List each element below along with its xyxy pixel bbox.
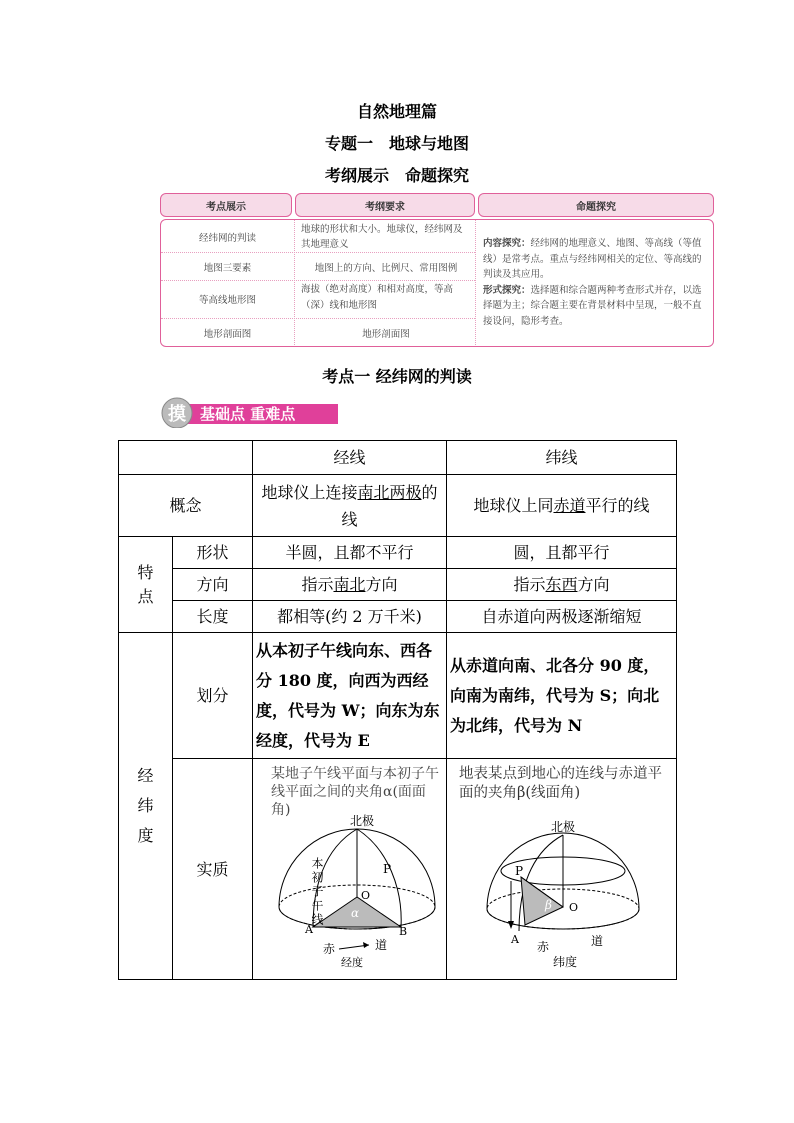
header-meridian: 经线: [253, 441, 447, 475]
title-natural-geography: 自然地理篇: [356, 102, 437, 121]
overview-req-1: 地球的形状和大小。地球仪，经纬网及其地理意义: [301, 224, 463, 250]
overview-topic-4: 地形剖面图: [203, 329, 252, 340]
fig2-equator-chi: 赤: [537, 940, 550, 954]
section-title: 考点一 经纬网的判读: [322, 367, 472, 386]
fig1-O: O: [361, 889, 371, 902]
length-parallel: 自赤道向两极逐渐缩短: [447, 601, 677, 633]
essence-parallel: [447, 759, 677, 980]
essence-meridian-text: 某地子午线平面与本初子午线平面之间的夹角α(面面角): [271, 766, 439, 818]
fig2-A: A: [511, 933, 519, 946]
concept-meridian: 地球仪上连接南北两极的线: [253, 475, 447, 537]
overview-topic-2: 地图三要素: [203, 263, 252, 274]
shape-label: 形状: [173, 537, 253, 569]
length-meridian: 都相等(约 2 万千米): [253, 601, 447, 633]
overview-topic-1: 经纬网的判读: [198, 233, 256, 244]
length-label: 长度: [173, 601, 253, 633]
header-parallel: 纬线: [447, 441, 677, 475]
form-label: 形式探究：: [483, 284, 531, 296]
figure-longitude: [253, 759, 447, 971]
fig2-P: P: [515, 864, 524, 878]
fig2-O: O: [569, 901, 579, 914]
fig1-A: A: [305, 923, 313, 936]
figure-latitude: [447, 759, 677, 971]
overview-req-3: 海拔（绝对高度）和相对高度，等高（深）线和地形图: [301, 284, 454, 311]
fig1-P: P: [383, 862, 392, 876]
overview-header-requirement: 考纲要求: [295, 193, 475, 217]
badge: [160, 396, 338, 428]
fig1-longitude: 经度: [341, 956, 363, 969]
fig2-beta: β: [545, 898, 552, 912]
fig2-latitude: 纬度: [553, 955, 578, 969]
direction-parallel: 指示东西方向: [447, 569, 677, 601]
overview-table: [160, 193, 714, 347]
form-text: 选择题和综合题两种考查形式并存，以选择题为主；综合题主要在背景材料中呈现，一般不直接设问，隐形考查。: [483, 284, 702, 327]
concept-label: 概念: [119, 475, 253, 537]
badge-text: 基础点 重难点: [200, 405, 296, 423]
fig1-equator-dao: 道: [375, 938, 388, 952]
essence-parallel-text: 地表某点到地心的连线与赤道平面的夹角β(线面角): [459, 766, 662, 801]
fig1-alpha: α: [351, 906, 360, 920]
overview-body: [160, 219, 714, 347]
content-label: 内容探究：: [483, 238, 531, 249]
overview-header-exploration: 命题探究: [478, 193, 714, 217]
features-label: 特点: [119, 537, 173, 633]
overview-header-topic: 考点展示: [160, 193, 292, 217]
shape-parallel: 圆，且都平行: [447, 537, 677, 569]
division-meridian: 从本初子午线向东、西各分 180 度，向西为西经度，代号为 W；向东为东经度，代号为 E: [253, 633, 447, 759]
overview-exploration: [483, 236, 709, 329]
fig1-prime-meridian: 本初子午线: [310, 857, 324, 927]
overview-topic-3: 等高线地形图: [198, 295, 256, 306]
title-topic-one: 专题一 地球与地图: [324, 134, 469, 153]
direction-label: 方向: [173, 569, 253, 601]
fig1-equator-chi: 赤: [323, 942, 336, 956]
title-syllabus: 考纲展示 命题探究: [324, 166, 469, 185]
content-text: 经纬网的地理意义、地图、等高线（等值线）是常考点。重点与经纬网相关的定位、等高线的判读及其应用。: [483, 238, 702, 280]
fig1-north-pole: 北极: [350, 814, 375, 828]
latlon-label: 经纬度: [119, 633, 173, 980]
division-label: 划分: [173, 633, 253, 759]
concept-parallel: 地球仪上同赤道平行的线: [447, 475, 677, 537]
fig1-B: B: [399, 925, 408, 938]
shape-meridian: 半圆，且都不平行: [253, 537, 447, 569]
direction-meridian: 指示南北方向: [253, 569, 447, 601]
main-table: [118, 440, 677, 980]
fig2-equator-dao: 道: [591, 934, 604, 948]
essence-label: 实质: [173, 759, 253, 980]
overview-req-2: 地图上的方向、比例尺、常用图例: [314, 263, 458, 274]
division-parallel: 从赤道向南、北各分 90 度，向南为南纬，代号为 S；向北为北纬，代号为 N: [447, 633, 677, 759]
overview-req-4: 地形剖面图: [362, 329, 410, 340]
badge-icon: 摸: [168, 404, 186, 425]
fig2-north-pole: 北极: [551, 820, 576, 834]
essence-meridian: [253, 759, 447, 980]
